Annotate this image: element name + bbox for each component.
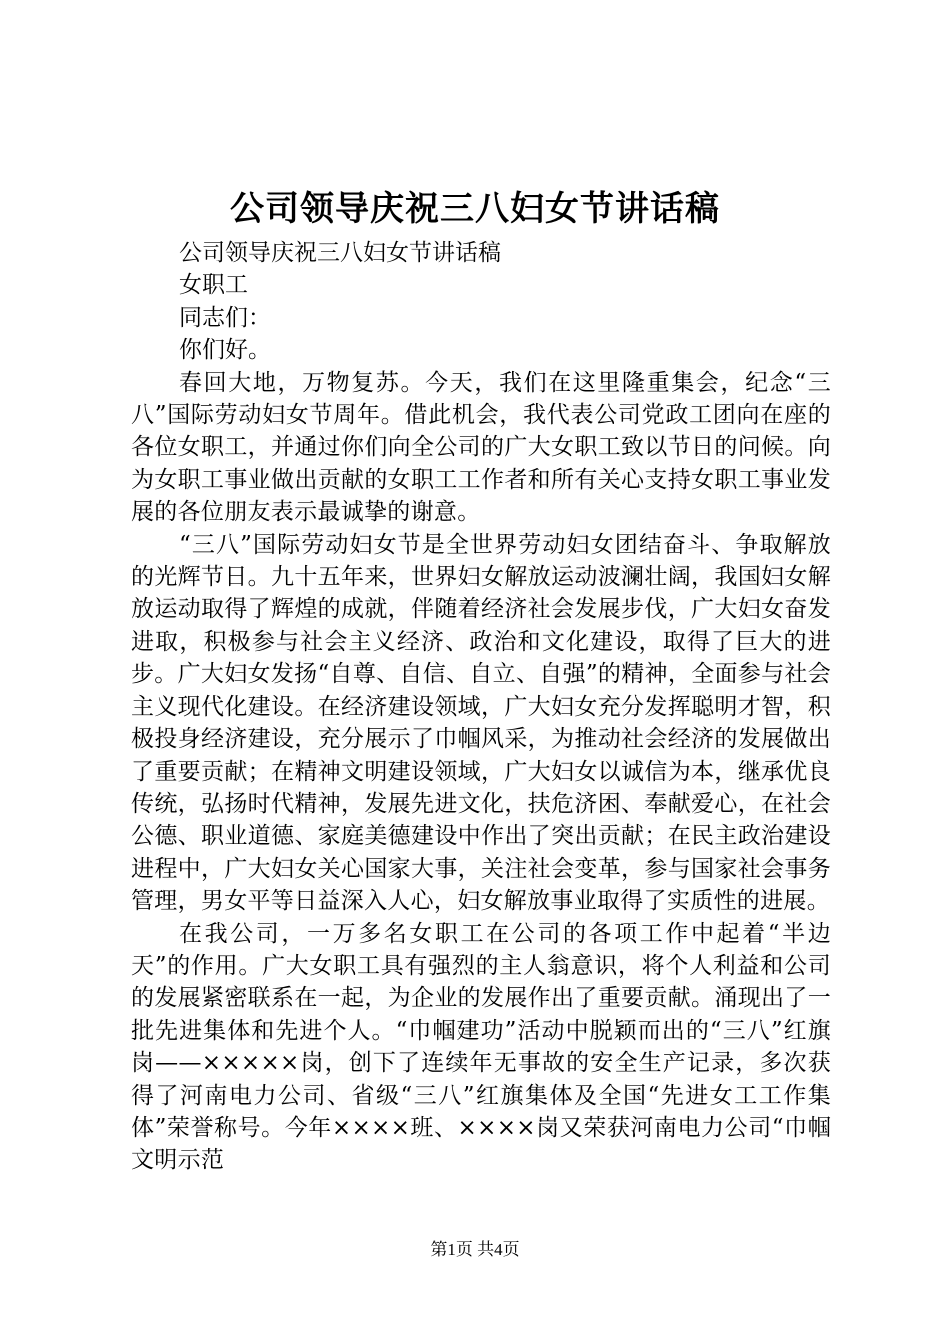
greeting-line: 你们好。 xyxy=(179,337,271,364)
salutation-line: 同志们： xyxy=(179,304,271,331)
document-title: 公司领导庆祝三八妇女节讲话稿 xyxy=(230,189,720,229)
page-footer: 第1页 共4页 xyxy=(430,1240,520,1259)
addressee-line: 女职工 xyxy=(179,272,248,299)
paragraph-2: “三八”国际劳动妇女节是全世界劳动妇女团结奋斗、争取解放的光辉节日。九十五年来，世界妇女解放运动波澜壮阔，我国妇女解放运动取得了辉煌的成就，伴随着经济社会发展步伐，广大妇女奋发进取，积极参与社会主义经济、政治和文化建设，取得了巨大的进步。广大妇女发扬“自尊、自信、自立、自强”的精神，全面参与社会主义现代化建设。在经济建设领域，广大妇女充分发挥聪明才智，积极投身经济建设，充分展示了巾帼风采，为推动社会经济的发展做出了重要贡献；在精神文明建设领域，广大妇女以诚信为本，继承优良传统，弘扬时代精神，发展先进文化，扶危济困、奉献爱心，在社会公德、职业道德、家庭美德建设中作出了突出贡献；在民主政治建设进程中，广大妇女关心国家大事，关注社会变革，参与国家社会事务管理，男女平等日益深入人心，妇女解放事业取得了实质性的进展。 xyxy=(131,531,831,915)
document-body xyxy=(131,237,831,1177)
paragraph-3: 在我公司，一万多名女职工在公司的各项工作中起着“半边天”的作用。广大女职工具有强烈的主人翁意识，将个人利益和公司的发展紧密联系在一起，为企业的发展作出了重要贡献。涌现出了一批先进集体和先进个人。“巾帼建功”活动中脱颖而出的“三八”红旗岗——×××××岗，创下了连续年无事故的安全生产记录，多次获得了河南电力公司、省级“三八”红旗集体及全国“先进女工工作集体”荣誉称号。今年××××班、××××岗又荣获河南电力公司“巾帼文明示范 xyxy=(131,920,831,1174)
paragraph-1: 春回大地，万物复苏。今天，我们在这里隆重集会，纪念“三八”国际劳动妇女节周年。借此机会，我代表公司党政工团向在座的各位女职工，并通过你们向全公司的广大女职工致以节日的问候。向为女职工事业做出贡献的女职工工作者和所有关心支持女职工事业发展的各位朋友表示最诚挚的谢意。 xyxy=(131,369,831,526)
document-subtitle: 公司领导庆祝三八妇女节讲话稿 xyxy=(179,240,501,266)
